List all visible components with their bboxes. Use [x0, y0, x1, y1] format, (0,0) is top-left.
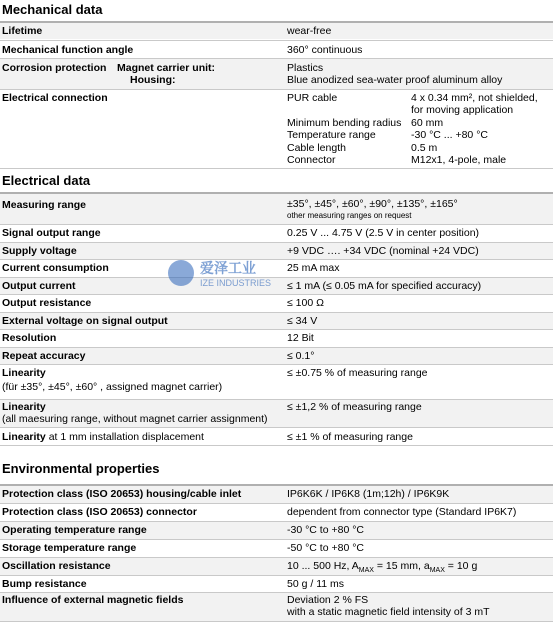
spec-row-repeat-accuracy — [0, 348, 553, 364]
spec-value: 50 g / 11 ms — [287, 578, 345, 590]
spec-row-linearity-3 — [0, 428, 553, 445]
spec-label: Output resistance — [2, 297, 92, 309]
spec-note: other measuring ranges on request — [287, 211, 412, 220]
subscript: MAX — [358, 567, 374, 575]
spec-label: Protection class (ISO 20653) connector — [2, 506, 197, 518]
spec-sublabel: (für ±35°, ±45°, ±60° , assigned magnet carrier) — [2, 381, 223, 393]
spec-value: ±35°, ±45°, ±60°, ±90°, ±135°, ±165° — [287, 198, 458, 210]
spec-value: -30 °C to +80 °C — [287, 524, 364, 536]
spec-row-linearity-2 — [0, 400, 553, 427]
spec-value: dependent from connector type (Standard IP6K7) — [287, 506, 517, 518]
spec-sublabel: (all maesuring range, without magnet carrier assignment) — [2, 413, 268, 425]
spec-label — [2, 431, 204, 444]
spec-subkey: PUR cable — [287, 92, 338, 104]
spec-label-suffix: at 1 mm installation displacement — [48, 431, 204, 443]
spec-label: Output current — [2, 280, 76, 292]
spec-value: ≤ 100 Ω — [287, 297, 324, 309]
spec-row-oscillation — [0, 558, 553, 575]
spec-subvalue: -30 °C ... +80 °C — [411, 129, 488, 141]
spec-subvalue: 0.5 m — [411, 142, 438, 154]
spec-row-function-angle — [0, 41, 553, 58]
spec-row-protection-connector — [0, 504, 553, 521]
spec-label: Protection class (ISO 20653) housing/cable inlet — [2, 488, 242, 500]
spec-label: Mechanical function angle — [2, 44, 134, 56]
spec-label: Resolution — [2, 332, 57, 344]
mechanical-data-title: Mechanical data — [2, 2, 103, 17]
spec-subvalue: 60 mm — [411, 117, 444, 129]
spec-sublabel: Magnet carrier unit: — [117, 62, 216, 74]
spec-value: 12 Bit — [287, 332, 314, 344]
spec-value: ≤ ±1,2 % of measuring range — [287, 401, 422, 413]
spec-value: +9 VDC …. +34 VDC (nominal +24 VDC) — [287, 245, 479, 257]
spec-label: Current consumption — [2, 262, 109, 274]
spec-row-operating-temp — [0, 522, 553, 539]
spec-label: Storage temperature range — [2, 542, 137, 554]
watermark-logo — [168, 256, 288, 296]
spec-label: Linearity — [2, 401, 46, 413]
spec-value: wear-free — [287, 25, 332, 37]
spec-label: Supply voltage — [2, 245, 77, 257]
spec-row-corrosion — [0, 59, 553, 89]
spec-label-bold: Linearity — [2, 431, 46, 443]
spec-label: Electrical connection — [2, 92, 108, 104]
spec-value: -50 °C to +80 °C — [287, 542, 364, 554]
spec-row-bump — [0, 576, 553, 592]
spec-row-storage-temp — [0, 540, 553, 557]
divider — [0, 168, 553, 169]
spec-row-external-voltage — [0, 313, 553, 329]
spec-subkey: Connector — [287, 154, 336, 166]
spec-row-resolution — [0, 330, 553, 347]
spec-value: 0.25 V ... 4.75 V (2.5 V in center position) — [287, 227, 480, 239]
spec-value: ≤ ±0.75 % of measuring range — [287, 367, 428, 379]
subscript: MAX — [429, 567, 445, 575]
divider — [0, 445, 553, 446]
spec-row-lifetime — [0, 23, 553, 39]
spec-subvalue: 4 x 0.34 mm², not shielded, — [411, 92, 538, 104]
spec-value: ≤ 0.1° — [287, 350, 315, 362]
spec-label: External voltage on signal output — [2, 315, 168, 327]
spec-subkey: Cable length — [287, 142, 346, 154]
spec-row-protection-housing — [0, 486, 553, 503]
spec-label: Lifetime — [2, 25, 43, 37]
spec-value: IP6K6K / IP6K8 (1m;12h) / IP6K9K — [287, 488, 450, 500]
spec-value: ≤ 1 mA (≤ 0.05 mA for specified accuracy) — [287, 280, 482, 292]
spec-value: Deviation 2 % FS — [287, 594, 369, 606]
value-part: 10 ... 500 Hz, A — [287, 560, 359, 572]
spec-value: 25 mA max — [287, 262, 340, 274]
spec-subvalue: M12x1, 4-pole, male — [411, 154, 507, 166]
spec-label: Linearity — [2, 367, 46, 379]
spec-value: with a static magnetic field intensity of 3 mT — [287, 606, 490, 618]
spec-label: Signal output range — [2, 227, 101, 239]
value-part: = 10 g — [444, 560, 478, 572]
spec-row-measuring-range — [0, 194, 553, 224]
spec-value: 360° continuous — [287, 44, 363, 56]
spec-label: Oscillation resistance — [2, 560, 111, 572]
value-part: = 15 mm, a — [373, 560, 430, 572]
spec-value: ≤ 34 V — [287, 315, 318, 327]
spec-value: Plastics — [287, 62, 324, 74]
spec-row-magnetic — [0, 593, 553, 621]
spec-value: ≤ ±1 % of measuring range — [287, 431, 413, 443]
divider — [0, 621, 553, 622]
spec-label: Repeat accuracy — [2, 350, 86, 362]
logo-text-cn: 爱泽工业 — [200, 260, 256, 276]
spec-label: Operating temperature range — [2, 524, 147, 536]
spec-subkey: Minimum bending radius — [287, 117, 402, 129]
spec-sublabel: Housing: — [130, 74, 176, 86]
spec-row-linearity-1 — [0, 365, 553, 399]
spec-label: Influence of external magnetic fields — [2, 594, 184, 606]
spec-subvalue: for moving application — [411, 104, 514, 116]
logo-text-en: IZE INDUSTRIES — [200, 278, 272, 288]
electrical-data-title: Electrical data — [2, 173, 91, 188]
logo-icon — [168, 260, 194, 286]
spec-subkey: Temperature range — [287, 129, 376, 141]
spec-row-electrical-connection — [0, 90, 553, 168]
spec-row-signal-output-range — [0, 225, 553, 242]
spec-value: Blue anodized sea-water proof aluminum alloy — [287, 74, 503, 86]
spec-label: Corrosion protection — [2, 62, 107, 74]
spec-label: Measuring range — [2, 199, 87, 211]
spec-row-output-resistance — [0, 295, 553, 312]
environmental-properties-title: Environmental properties — [2, 461, 160, 476]
spec-label: Bump resistance — [2, 578, 87, 590]
